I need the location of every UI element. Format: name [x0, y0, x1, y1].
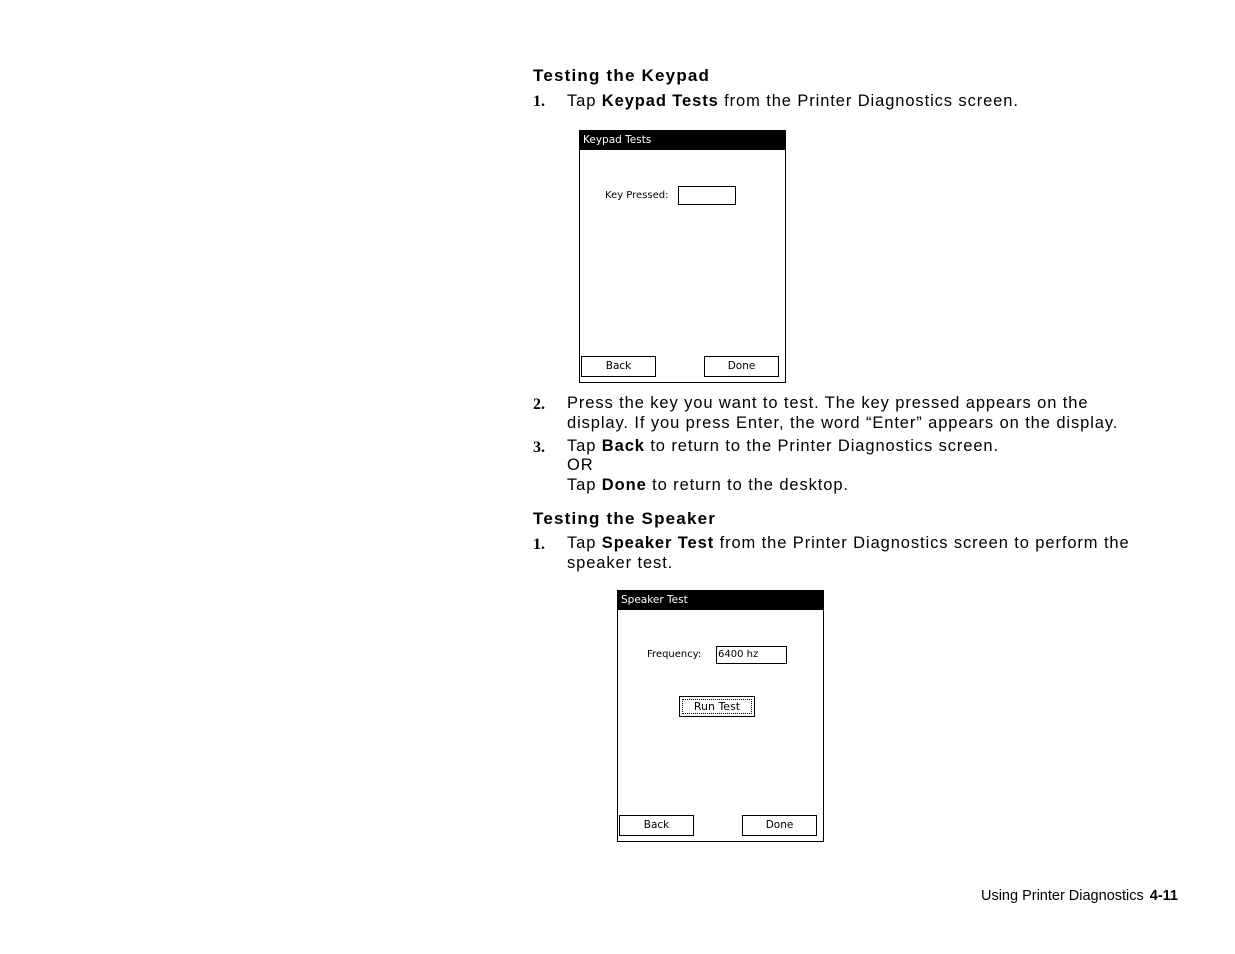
- done-button[interactable]: Done: [704, 356, 779, 377]
- keypad-step1-text: Tap Keypad Tests from the Printer Diagnostics screen.: [567, 92, 1019, 110]
- speaker-step1-text: Tap Speaker Test from the Printer Diagnostics screen to perform the: [567, 534, 1130, 552]
- speaker-test-term: Speaker Test: [601, 534, 715, 552]
- keypad-section-heading: Testing the Keypad: [533, 66, 711, 85]
- frequency-field[interactable]: 6400 hz: [716, 646, 787, 664]
- back-button[interactable]: Back: [581, 356, 656, 377]
- keypad-screen-title: Keypad Tests: [580, 131, 785, 150]
- keypad-tests-screen: [579, 130, 786, 383]
- speaker-step1-number: 1.: [533, 536, 545, 553]
- speaker-back-button[interactable]: Back: [619, 815, 694, 836]
- speaker-section-heading: Testing the Speaker: [533, 509, 717, 528]
- page-number: 4-11: [1149, 888, 1178, 904]
- keypad-tests-term: Keypad Tests: [601, 92, 719, 110]
- keypad-step3-text: Tap Back to return to the Printer Diagnostics screen.: [567, 437, 999, 455]
- keypad-step2-line2: display. If you press Enter, the word “Enter” appears on the display.: [567, 414, 1119, 432]
- keypad-step3-alt: Tap Done to return to the desktop.: [567, 476, 849, 494]
- footer-chapter: Using Printer Diagnostics: [980, 888, 1144, 904]
- key-pressed-label: Key Pressed:: [605, 190, 669, 201]
- done-term: Done: [601, 476, 647, 494]
- back-term: Back: [601, 437, 645, 455]
- keypad-step3-or: OR: [567, 456, 594, 474]
- keypad-step2-number: 2.: [533, 396, 545, 413]
- page-footer: [981, 888, 1178, 904]
- run-test-button[interactable]: Run Test: [679, 696, 755, 717]
- speaker-done-button[interactable]: Done: [742, 815, 817, 836]
- speaker-step1-line2: speaker test.: [567, 554, 674, 572]
- speaker-test-screen: [617, 590, 824, 842]
- keypad-step3-number: 3.: [533, 439, 545, 456]
- frequency-label: Frequency:: [647, 649, 702, 660]
- speaker-screen-title: Speaker Test: [618, 591, 823, 610]
- keypad-step1-number: 1.: [533, 93, 545, 110]
- keypad-step2-line1: Press the key you want to test. The key pressed appears on the: [567, 394, 1089, 412]
- key-pressed-field[interactable]: [678, 186, 736, 205]
